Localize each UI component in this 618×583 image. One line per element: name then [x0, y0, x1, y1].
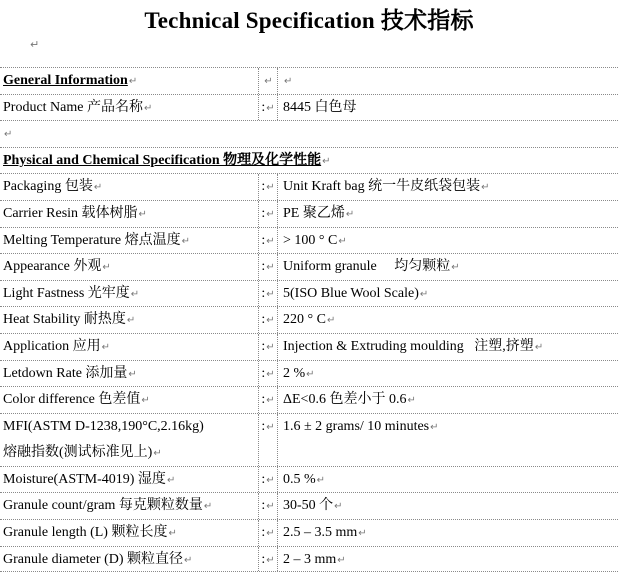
- spec-value: Injection & Extruding moulding 注塑,挤塑: [283, 338, 534, 354]
- spec-separator: :: [261, 498, 266, 514]
- spec-row-application: Application 应用↵ :↵ Injection & Extruding moulding 注塑,挤塑↵: [0, 333, 618, 360]
- spec-separator: :: [261, 99, 266, 115]
- spec-value: 30-50 个: [283, 498, 334, 514]
- spec-value: > 100 ° C: [283, 232, 338, 248]
- blank-paragraph-row: [0, 120, 618, 147]
- spec-label: Application 应用: [3, 338, 101, 354]
- paragraph-mark: ↵: [284, 76, 293, 87]
- spec-row-color-difference: Color difference 色差值↵ :↵ ΔE<0.6 色差小于 0.6↵: [0, 386, 618, 413]
- paragraph-mark: ↵: [264, 76, 273, 87]
- spec-value: ΔE<0.6 色差小于 0.6: [283, 392, 407, 408]
- spec-label: Heat Stability 耐热度: [3, 312, 126, 328]
- spec-separator: :: [261, 312, 266, 328]
- spec-row-granule-diameter: Granule diameter (D) 颗粒直径↵ :↵ 2 – 3 mm↵: [0, 546, 618, 573]
- paragraph-mark: ↵: [4, 129, 13, 141]
- document-title: Technical Specification 技术指标: [144, 8, 474, 33]
- spec-label-line2: 熔融指数(测试标准见上): [3, 444, 153, 460]
- spec-label: Packaging 包装: [3, 179, 93, 195]
- spec-separator: :: [261, 392, 266, 408]
- spec-separator: :: [261, 232, 266, 248]
- spec-label: Light Fastness 光牢度: [3, 285, 130, 301]
- spec-value: 2 %: [283, 365, 306, 381]
- spec-row-granule-length: Granule length (L) 颗粒长度↵ :↵ 2.5 – 3.5 mm↵: [0, 519, 618, 546]
- spec-label: Melting Temperature 熔点温度: [3, 232, 181, 248]
- spec-separator: :: [261, 418, 266, 434]
- spec-row-packaging: Packaging 包装↵ :↵ Unit Kraft bag 统一牛皮纸袋包装↵: [0, 173, 618, 200]
- spec-separator: :: [261, 524, 266, 540]
- section-heading-general: General Information: [3, 73, 128, 88]
- spec-row-appearance: Appearance 外观↵ :↵ Uniform granule 均匀颗粒↵: [0, 253, 618, 280]
- spec-separator: :: [261, 259, 266, 275]
- spec-separator: :: [261, 551, 266, 567]
- spec-label: Granule count/gram 每克颗粒数量: [3, 498, 203, 514]
- spec-value: 2 – 3 mm: [283, 551, 337, 567]
- paragraph-mark: ↵: [30, 38, 40, 51]
- spec-value: 0.5 %: [283, 471, 316, 487]
- spec-value: 1.6 ± 2 grams/ 10 minutes: [283, 418, 430, 434]
- spec-value: 2.5 – 3.5 mm: [283, 524, 358, 540]
- spec-value: PE 聚乙烯: [283, 205, 345, 221]
- spec-sheet: [0, 67, 618, 572]
- spec-row-mfi: MFI(ASTM D-1238,190°C,2.16kg) 熔融指数(测试标准见上)↵ :↵ 1.6 ± 2 grams/ 10 minutes↵: [0, 413, 618, 466]
- spec-label: Granule length (L) 颗粒长度: [3, 524, 168, 540]
- physical-chemical-heading-row: Physical and Chemical Specification 物理及化学性能↵: [0, 147, 618, 174]
- spec-value: Uniform granule 均匀颗粒: [283, 259, 451, 275]
- spec-label: MFI(ASTM D-1238,190°C,2.16kg): [3, 418, 204, 434]
- spec-row-melting-temperature: Melting Temperature 熔点温度↵ :↵ > 100 ° C↵: [0, 227, 618, 254]
- spec-label: Letdown Rate 添加量: [3, 365, 128, 381]
- spec-label: Moisture(ASTM-4019) 湿度: [3, 471, 166, 487]
- spec-separator: :: [261, 285, 266, 301]
- spec-separator: :: [261, 205, 266, 221]
- spec-label: Product Name 产品名称: [3, 99, 143, 115]
- spec-separator: :: [261, 179, 266, 195]
- spec-value: 5(ISO Blue Wool Scale): [283, 285, 419, 301]
- spec-separator: :: [261, 338, 266, 354]
- spec-row-moisture: Moisture(ASTM-4019) 湿度↵ :↵ 0.5 %↵: [0, 466, 618, 493]
- spec-label: Appearance 外观: [3, 259, 102, 275]
- section-heading-physical-chemical: Physical and Chemical Specification 物理及化学性能: [3, 152, 322, 168]
- spec-value: 8445 白色母: [283, 99, 357, 115]
- spec-label: Color difference 色差值: [3, 392, 141, 408]
- spec-value: Unit Kraft bag 统一牛皮纸袋包装: [283, 179, 481, 195]
- spec-row-carrier-resin: Carrier Resin 载体树脂↵ :↵ PE 聚乙烯↵: [0, 200, 618, 227]
- spec-row-granule-count: Granule count/gram 每克颗粒数量↵ :↵ 30-50 个↵: [0, 492, 618, 519]
- spec-row-product-name: Product Name 产品名称↵ :↵ 8445 白色母: [0, 94, 618, 121]
- spec-row-letdown-rate: Letdown Rate 添加量↵ :↵ 2 %↵: [0, 360, 618, 387]
- spec-value: 220 ° C: [283, 312, 326, 328]
- spec-separator: :: [261, 471, 266, 487]
- spec-separator: :: [261, 365, 266, 381]
- spec-row-heat-stability: Heat Stability 耐热度↵ :↵ 220 ° C↵: [0, 306, 618, 333]
- spec-label: Granule diameter (D) 颗粒直径: [3, 551, 183, 567]
- spec-row-light-fastness: Light Fastness 光牢度↵ :↵ 5(ISO Blue Wool Scale)↵: [0, 280, 618, 307]
- spec-label: Carrier Resin 载体树脂: [3, 205, 138, 221]
- general-information-heading-row: [0, 67, 618, 94]
- paragraph-mark: ↵: [128, 76, 138, 87]
